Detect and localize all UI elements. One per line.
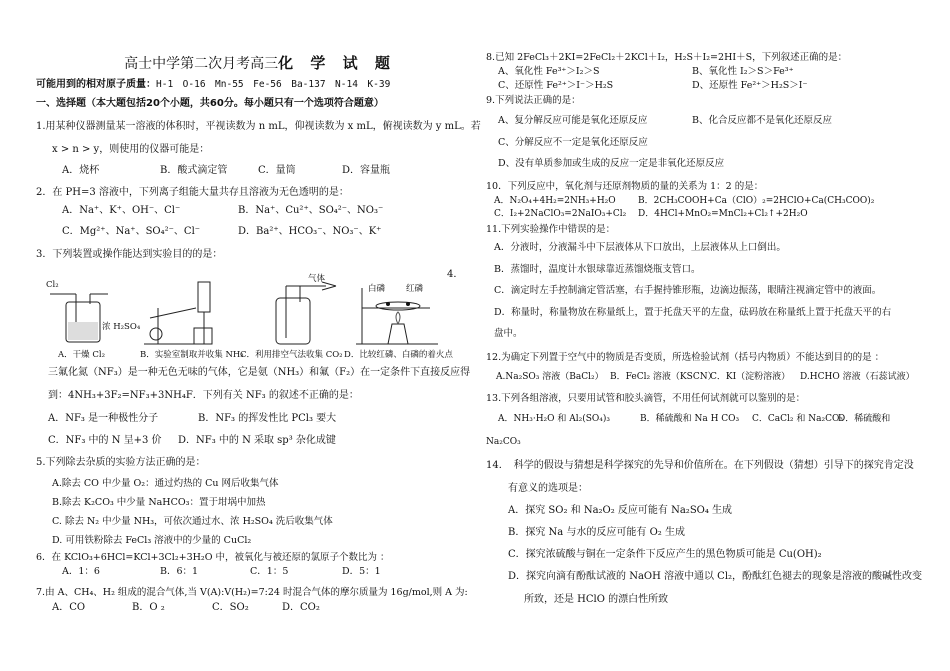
q8-option-b: B、氧化性 I₂＞S＞Fe³⁺: [692, 66, 794, 77]
q6-option-c: C．1：5: [250, 566, 289, 577]
q11-option-d: D．称量时，称量物放在称量纸上，置于托盘天平的左盘，砝码放在称量纸上置于托盘天平的右: [494, 307, 892, 318]
q3-mark-cl2: Cl₂: [46, 280, 59, 290]
q12-stem: 12.为确定下列置于空气中的物质是否变质，所选检验试剂（括号内物质）不能达到目的的是 ：: [486, 352, 885, 363]
q9-option-b: B、化合反应都不是氧化还原反应: [692, 115, 832, 126]
atomic-mass-row: [36, 78, 390, 91]
q4-option-c: C．NF₃ 中的 N 呈+3 价: [48, 435, 162, 446]
q13-option-d-cont: Na₂CO₃: [486, 437, 521, 447]
q4-option-b: B．NF₃ 的挥发性比 PCl₃ 要大: [198, 413, 337, 424]
q5-option-c: C. 除去 N₂ 中少量 NH₃，可依次通过水、浓 H₂SO₄ 洗后收集气体: [52, 516, 333, 527]
q14-option-b: B．探究 Na 与水的反应可能有 O₂ 生成: [508, 527, 685, 538]
q9-option-a: A、复分解反应可能是氧化还原反应: [498, 115, 648, 126]
title-subject: 化 学 试 题: [278, 54, 396, 72]
q12-option-b: B．FeCl₂ 溶液（KSCN）: [610, 372, 717, 382]
q3-mark-h2so4: 浓 H₂SO₄: [102, 322, 141, 332]
q3-mark-white-p: 白磷: [368, 284, 386, 294]
q10-option-d: D．4HCl+MnO₂=MnCl₂+Cl₂↑+2H₂O: [638, 209, 808, 219]
q8-option-d: D、还原性 Fe²⁺＞H₂S＞I⁻: [692, 80, 808, 91]
q8-option-a: A、氧化性 Fe³⁺＞I₂＞S: [498, 66, 600, 77]
q10-option-c: C．I₂+2NaClO₃=2NaIO₃+Cl₂: [494, 209, 627, 219]
q11-option-b: B．蒸馏时，温度计水银球靠近蒸馏烧瓶支管口。: [494, 264, 701, 275]
q11-option-c: C．滴定时左手控制滴定管活塞，右手握持锥形瓶，边滴边振荡，眼睛注视滴定管中的液面。: [494, 285, 882, 296]
q10-option-b: B．2CH₃COOH+Ca（ClO）₂=2HClO+Ca(CH₃COO)₂: [638, 196, 875, 206]
q4-number: 4．: [447, 269, 464, 280]
q11-option-d-cont: 盘中。: [494, 328, 523, 339]
q13-stem: 13.下列各组溶液，只要用试管和胶头滴管，不用任何试剂就可以鉴别的是：: [486, 393, 806, 404]
q13-option-d: D．稀硫酸和: [838, 414, 891, 424]
q2-option-c: C．Mg²⁺、Na⁺、SO₄²⁻、Cl⁻: [62, 226, 201, 237]
q14-option-d-cont: 所致，还是 HClO 的漂白性所致: [524, 594, 669, 605]
q2-option-a: A．Na⁺、K⁺、OH⁻、Cl⁻: [62, 205, 181, 216]
q14-option-c: C．探究浓硫酸与铜在一定条件下反应产生的黑色物质可能是 Cu(OH)₂: [508, 549, 822, 560]
q1-option-a: A．烧杯: [62, 165, 100, 176]
page-title: [60, 52, 460, 73]
q3-mark-red-p: 红磷: [406, 284, 424, 294]
q5-option-b: B.除去 K₂CO₃ 中少量 NaHCO₃：置于坩埚中加热: [52, 497, 266, 508]
q6-option-b: B．6：1: [160, 566, 199, 577]
q3-label-a: A．干燥 Cl₂: [58, 350, 105, 360]
q2-stem: 2．在 PH=3 溶液中，下列离子组能大量共存且溶液为无色透明的是：: [36, 187, 349, 198]
q3-label-d: D．比较红磷、白磷的着火点: [344, 350, 453, 360]
q1-stem2: x > n > y，则使用的仪器可能是：: [52, 144, 210, 155]
q5-option-a: A.除去 CO 中少量 O₂：通过灼热的 Cu 网后收集气体: [52, 478, 279, 489]
q9-option-d: D、没有单质参加或生成的反应一定是非氧化还原反应: [498, 158, 725, 169]
section-heading: 一、选择题（本大题包括20个小题，共60分。每小题只有一个选项符合题意）: [36, 98, 384, 109]
q3-mark-gas: 气体: [308, 274, 326, 284]
apparatus-svg: [46, 268, 446, 358]
q4-option-d: D．NF₃ 中的 N 采取 sp³ 杂化成键: [178, 435, 336, 446]
q11-option-a: A．分液时，分液漏斗中下层液体从下口放出，上层液体从上口倒出。: [494, 242, 786, 253]
atomic-mass-values: H-1 O-16 Mn-55 Fe-56 Ba-137 N-14 K-39: [156, 79, 391, 90]
q9-stem: 9.下列说法正确的是：: [486, 95, 581, 106]
q7-option-b: B．O ₂: [132, 602, 165, 613]
q9-option-c: C、分解反应不一定是氧化还原反应: [498, 137, 648, 148]
q5-option-d: D. 可用铁粉除去 FeCl₃ 溶液中的少量的 CuCl₂: [52, 535, 252, 546]
q12-option-d: D.HCHO 溶液（石蕊试液）: [800, 372, 915, 382]
q7-option-a: A．CO: [52, 602, 86, 613]
q3-apparatus-figure: [46, 268, 453, 360]
q14-option-a: A．探究 SO₂ 和 Na₂O₂ 反应可能有 Na₂SO₄ 生成: [508, 505, 733, 516]
q4-option-a: A．NF₃ 是一种极性分子: [48, 413, 159, 424]
q10-option-a: A．N₂O₄+4H₂=2NH₃+H₂O: [494, 196, 616, 206]
q8-option-c: C、还原性 Fe²⁺＞I⁻＞H₂S: [498, 80, 614, 91]
q2-option-d: D．Ba²⁺、HCO₃⁻、NO₃⁻、K⁺: [238, 226, 382, 237]
q13-option-a: A．NH₃·H₂O 和 Al₂(SO₄)₃: [498, 414, 611, 424]
q1-option-b: B．酸式滴定管: [160, 165, 228, 176]
q12-option-c: C．KI（淀粉溶液）: [710, 372, 791, 382]
q1-option-d: D．容量瓶: [342, 165, 391, 176]
q3-stem: 3．下列装置或操作能达到实验目的的是：: [36, 249, 223, 260]
q3-label-b: B．实验室制取并收集 NH₃: [140, 350, 244, 360]
q14-stem2: 有意义的选项是：: [508, 483, 588, 494]
q13-option-c: C．CaCl₂ 和 Na₂CO₃: [752, 414, 843, 424]
q12-option-a: A.Na₂SO₃ 溶液（BaCl₂）: [496, 372, 604, 382]
q14-stem: 14． 科学的假设与猜想是科学探究的先导和价值所在。在下列假设（猜想）引导下的探究肯定没: [486, 460, 914, 471]
q5-stem: 5.下列除去杂质的实验方法正确的是：: [36, 457, 206, 468]
q2-option-b: B．Na⁺、Cu²⁺、SO₄²⁻、NO₃⁻: [238, 205, 384, 216]
title-prefix: 高士中学第二次月考高三: [124, 56, 279, 72]
q6-stem: 6．在 KClO₃+6HCl=KCl+3Cl₂+3H₂O 中，被氧化与被还原的氯原子个数比为 ：: [36, 552, 390, 563]
q1-option-c: C．量筒: [258, 165, 296, 176]
q4-stem: 三氟化氮（NF₃）是一种无色无味的气体，它是氨（NH₃）和氟（F₂）在一定条件下直接反应得: [48, 367, 471, 378]
q3-label-c: C．利用排空气法收集 CO₂: [240, 350, 343, 360]
q13-option-b: B．稀硫酸和 Na H CO₃: [640, 414, 740, 424]
q11-stem: 11.下列实验操作中错误的是：: [486, 224, 616, 235]
q6-option-d: D．5：1: [342, 566, 381, 577]
q8-stem: 8.已知 2FeCl₃＋2KI=2FeCl₂＋2KCl＋I₂，H₂S＋I₂=2HI＋S，下列叙述正确的是：: [486, 52, 848, 63]
q7-option-c: C．SO₂: [212, 602, 249, 613]
q7-option-d: D．CO₂: [282, 602, 320, 613]
atomic-mass-label: 可能用到的相对原子质量：: [36, 79, 156, 90]
q7-stem: 7.由 A、CH₄、H₂ 组成的混合气体,当 V(A):V(H₂)=7:24 时混合气体的摩尔质量为 16g/mol,则 A 为:: [36, 587, 468, 598]
q6-option-a: A．1：6: [62, 566, 100, 577]
q4-stem2: 到：4NH₃+3F₂=NF₃+3NH₄F．下列有关 NF₃ 的叙述不正确的是：: [48, 390, 359, 401]
q10-stem: 10．下列反应中，氧化剂与还原剂物质的量的关系为 1：2 的是：: [486, 181, 764, 192]
q14-option-d: D．探究向滴有酚酞试液的 NaOH 溶液中通以 Cl₂，酚酞红色褪去的现象是溶液的酸碱性改变: [508, 571, 923, 582]
q1-stem: 1.用某种仪器测量某一溶液的体积时，平视读数为 n mL，仰视读数为 x mL，俯视读数为 y mL。若: [36, 121, 481, 132]
